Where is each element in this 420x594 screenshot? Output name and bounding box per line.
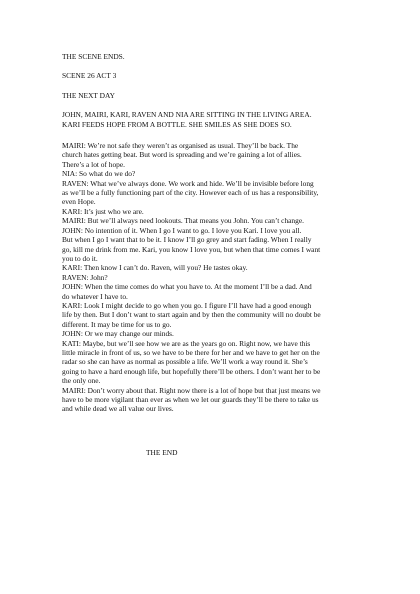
stage-direction — [62, 110, 376, 129]
dialogue-block — [62, 141, 376, 414]
dialogue-line: MAIRI: Don’t worry about that. Right now there is a lot of hope but that just means we — [62, 385, 321, 395]
dialogue-line: MAIRI: We’re not safe they weren’t as organised as usual. They’ll be back. The — [62, 141, 299, 151]
dialogue-line: go, kill me drink from me. Kari, you know I love you, but when that time comes I want — [62, 244, 321, 254]
dialogue-line: life by then. But I don’t want to start again and by then the community will no doubt be — [62, 310, 321, 320]
dialogue-line: going to have a hard enough life, but hopefully there’ll be others. I don’t want her to be — [62, 366, 321, 376]
dialogue-line: NIA: So what do we do? — [62, 169, 136, 179]
dialogue-line: JOHN: Or we may change our minds. — [62, 329, 174, 339]
dialogue-line: the only one. — [62, 376, 101, 386]
dialogue-line: KARI: Look I might decide to go when you go. I figure I’ll have had a good enough — [62, 300, 312, 310]
dialogue-line: even Hope. — [62, 197, 96, 207]
stage-direction-line: KARI FEEDS HOPE FROM A BOTTLE. SHE SMILES AS SHE DOES SO. — [62, 119, 292, 129]
dialogue-line: MAIRI: But we’ll always need lookouts. That means you John. You can’t change. — [62, 216, 304, 226]
dialogue-line: little miracle in front of us, so we have to be there for her and we have to get her on the — [62, 347, 320, 357]
dialogue-line: have to be more vigilant than ever as when we let our guards they’ll be there to take us — [62, 395, 319, 404]
dialogue-line: you to do it. — [62, 253, 98, 263]
dialogue-line: radar so she can have as normal as possible a life. We’ll work a way round it. She’s — [62, 357, 308, 367]
dialogue-line: RAVEN: What we’ve always done. We work and hide. We’ll be invisible before long — [62, 178, 314, 188]
dialogue-line: KARI: It’s just who we are. — [62, 206, 144, 216]
scene-number-heading: SCENE 26 ACT 3 — [62, 71, 117, 81]
dialogue-line: church hates getting beat. But word is spreading and we’re gaining a lot of allies. — [62, 150, 302, 160]
dialogue-line: RAVEN: John? — [62, 272, 108, 282]
dialogue-line: There’s a lot of hope. — [62, 159, 126, 169]
dialogue-line: JOHN: No intention of it. When I go I want to go. I love you Kari. I love you all. — [62, 225, 302, 235]
dialogue-line: KATI: Maybe, but we’ll see how we are as the years go on. Right now, we have this — [62, 338, 311, 348]
dialogue-line: KARI: Then know I can’t do. Raven, will you? He tastes okay. — [62, 263, 248, 273]
dialogue-line: But when I go I want that to be it. I know I’ll go grey and start fading. When I really — [62, 235, 312, 245]
scene-ends-heading: THE SCENE ENDS. — [62, 52, 125, 61]
the-end-label: THE END — [146, 448, 178, 457]
dialogue-line: JOHN: When the time comes do what you have to. At the moment I’ll be a dad. And — [62, 282, 312, 292]
stage-direction-line: JOHN, MAIRI, KARI, RAVEN AND NIA ARE SITTING IN THE LIVING AREA. — [62, 110, 312, 120]
dialogue-line: and while dead we all value our lives. — [62, 404, 174, 414]
dialogue-line: as we’ll be a fully functioning part of the city. However each of us has a responsibility, — [62, 188, 319, 198]
dialogue-line: do whatever I have to. — [62, 291, 128, 301]
dialogue-line: different. It may be time for us to go. — [62, 319, 172, 329]
time-heading: THE NEXT DAY — [62, 90, 115, 100]
